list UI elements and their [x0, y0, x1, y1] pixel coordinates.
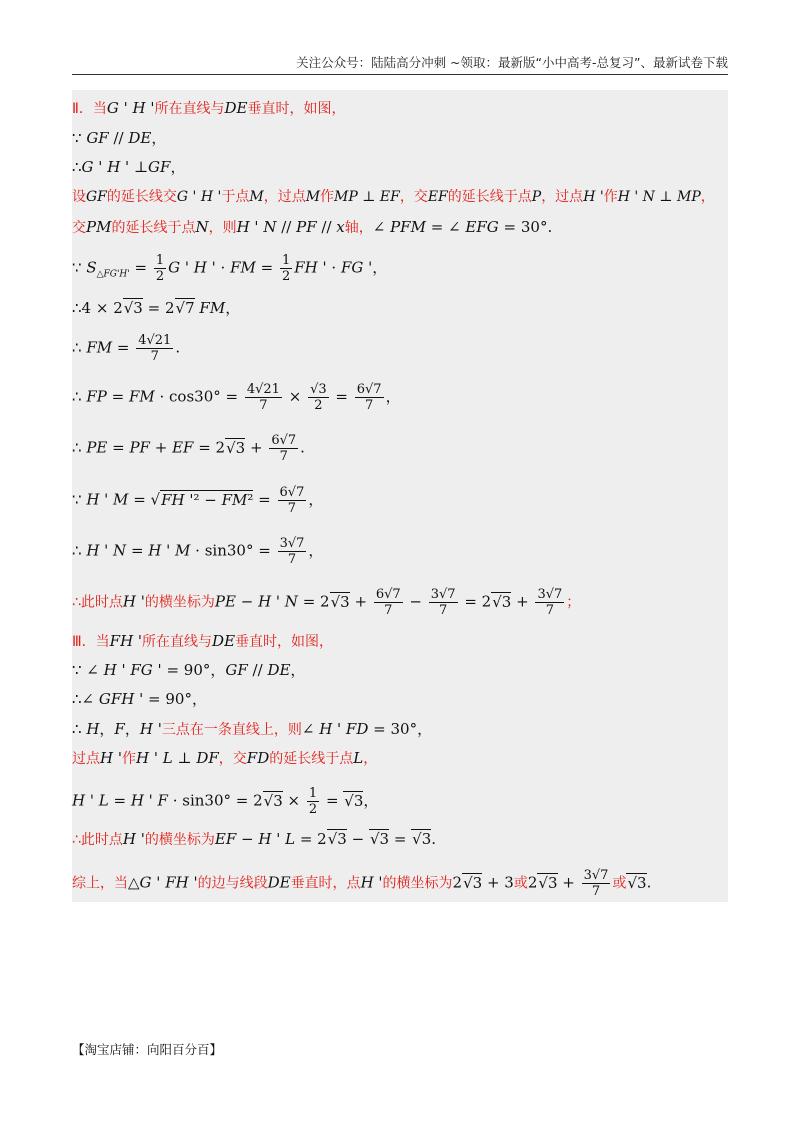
- solution-line-19: H ' L = H ' F · sin30° = 2√3 × $\frac{1}{2}$ = √3，: [72, 786, 379, 817]
- solution-line-13: ∴此时点H '的横坐标为PE − H ' N = 2√3 + $\frac{6√7}{7}$ − $\frac{3√7}{7}$ = 2√3 + $\frac{3√7}{7}$ ；: [72, 587, 581, 618]
- page-header: 关注公众号：陆陆高分冲刺 ~领取：最新版“小中高考-总复习”、最新试卷下载: [72, 52, 728, 75]
- solution-line-12: ∴ H ' N = H ' M · sin30° = $\frac{3√7}{7}$ ，: [72, 536, 324, 567]
- solution-line-3: ∴G ' H ' ⊥GF，: [72, 158, 186, 176]
- solution-line-9: ∴ FP = FM · cos30° = $\frac{4√21}{7}$ × $\frac{√3}{2}$ = $\frac{6√7}{7}$ ，: [72, 382, 401, 413]
- solution-line-18: 过点H '作H ' L ⊥ DF，交FD的延长线于点L，: [72, 749, 378, 767]
- solution-line-7: ∴4 × 2√3 = 2√7 FM，: [72, 299, 241, 317]
- solution-line-16: ∴∠ GFH ' = 90°，: [72, 690, 207, 708]
- solution-line-21: 综上，当△G ' FH '的边与线段DE垂直时，点H '的横坐标为2√3 + 3或2√3 + $\frac{3√7}{7}$ 或√3.: [72, 868, 652, 899]
- solution-line-17: ∴ H，F，H '三点在一条直线上，则∠ H ' FD = 30°，: [72, 720, 433, 738]
- solution-line-5: 交PM的延长线于点N，则H ' N // PF // x轴，∠ PFM = ∠ EFG = 30°.: [72, 218, 553, 236]
- solution-line-6: ∵ $S_{\triangle FG'H'}$ = $\frac{1}{2}$ G ' H ' · FM = $\frac{1}{2}$ FH ' · FG '，: [72, 253, 388, 284]
- solution-line-1: Ⅱ．当G ' H '所在直线与DE垂直时，如图，: [72, 99, 346, 117]
- solution-line-10: ∴ PE = PF + EF = 2√3 + $\frac{6√7}{7}$ .: [72, 433, 305, 464]
- solution-line-20: ∴此时点H '的横坐标为EF − H ' L = 2√3 − √3 = √3.: [72, 830, 437, 848]
- solution-line-15: ∵ ∠ H ' FG ' = 90°，GF // DE，: [72, 661, 306, 679]
- solution-line-2: ∵ GF // DE，: [72, 129, 167, 147]
- page-footer: 【淘宝店铺：向阳百分百】: [72, 1042, 223, 1057]
- solution-panel: [72, 90, 728, 902]
- solution-line-4: 设GF的延长线交G ' H '于点M，过点M作MP ⊥ EF，交EF的延长线于点P，过点H '作H ' N ⊥ MP，: [72, 189, 715, 205]
- solution-line-8: ∴ FM = $\frac{4√21}{7}$ .: [72, 333, 181, 364]
- solution-line-14: Ⅲ．当FH '所在直线与DE垂直时，如图，: [72, 632, 334, 650]
- solution-line-11: ∵ H ' M = √FH '² − FM² = $\frac{6√7}{7}$ ，: [72, 485, 324, 516]
